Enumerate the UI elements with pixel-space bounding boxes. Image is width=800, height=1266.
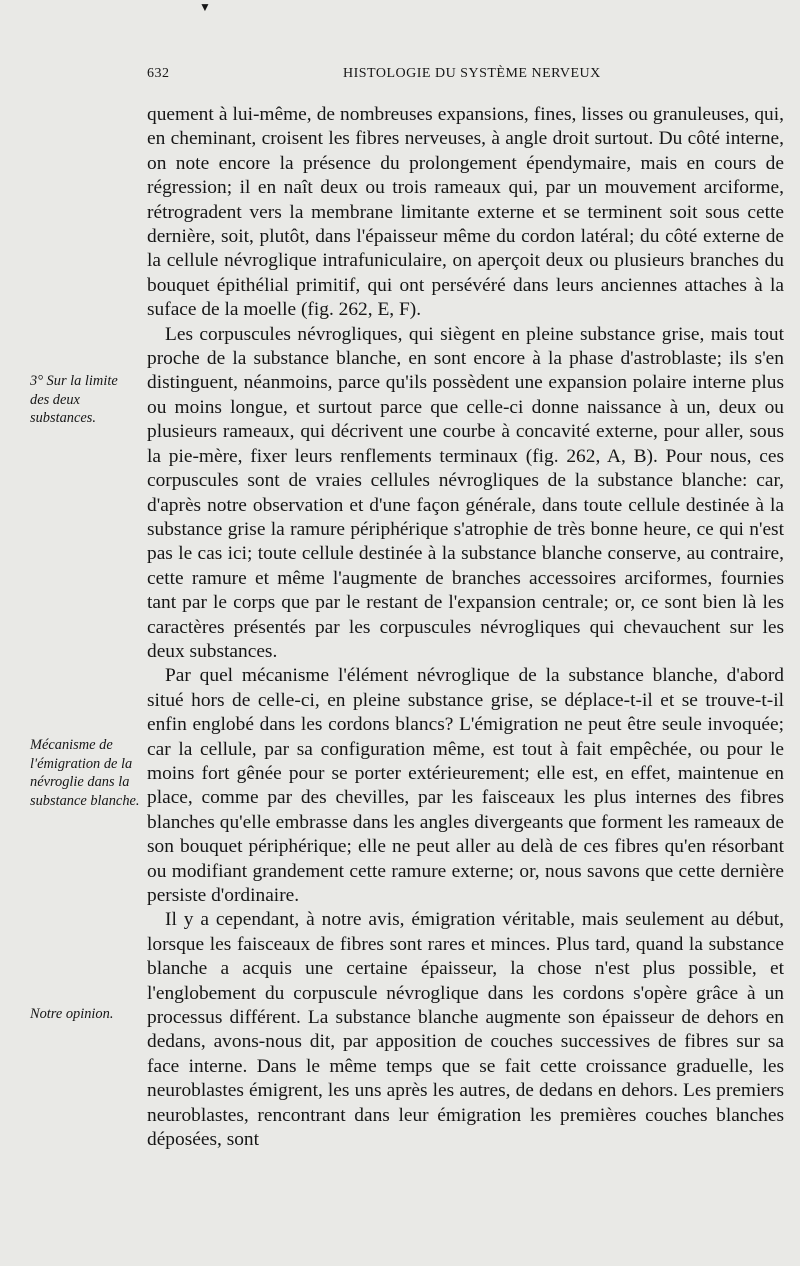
running-title: HISTOLOGIE DU SYSTÈME NERVEUX [343, 66, 601, 81]
paragraph-1: quement à lui-même, de nombreuses expansions, fines, lisses ou granuleuses, qui, en cheminant, croisent les fibres nerveuses, à angle droit surtout. Du côté interne, on note encore la présence du prolongement épendymaire, mais en cours de régression; il en naît deux ou trois rameaux qui, par un mouvement arciforme, rétrogradent vers la membrane limitante externe et se terminent soit sous cette dernière, soit, plutôt, dans l'épaisseur même du cordon latéral; du côté externe de la cellule névroglique intrafuniculaire, on aperçoit deux ou plusieurs branches du bouquet épithélial primitif, qui ont persévéré dans leurs anciennes attaches à la suface de la moelle (fig. 262, E, F). [147, 104, 784, 321]
paragraph-4: Il y a cependant, à notre avis, émigration véritable, mais seulement au début, lorsque les faisceaux de fibres sont rares et minces. Plus tard, quand la substance blanche a acquis une certaine épaisseur, la chose n'est plus possible, et l'englobement du corpuscule névroglique dans les cordons s'opère grâce à un processus différent. La substance blanche augmente son épaisseur de dehors en dedans, avons-nous dit, par apposition de couches successives de fibres sur sa face interne. Dans le même temps que se fait cette croissance graduelle, les neuroblastes émigrent, les uns après les autres, de dedans en dehors. Les premiers neuroblastes, rencontrant dans leur émigration les premières couches blanches déposées, sont [147, 909, 784, 1151]
body-text [147, 103, 784, 1152]
marginal-note-opinion: Notre opinion. [30, 1006, 114, 1022]
page-number: 632 [147, 66, 170, 81]
paragraph-2: Les corpuscules névrogliques, qui siègent en pleine substance grise, mais tout proche de la substance blanche, en sont encore à la phase d'astroblaste; ils s'en distinguent, néanmoins, parce qu'ils possèdent une expansion polaire interne plus ou moins longue, et surtout parce que celle-ci donne naissance à un, deux ou plusieurs rameaux, qui décrivent une courbe à concavité externe, pour aller, sous la pie-mère, fixer leurs renflements terminaux (fig. 262, A, B). Pour nous, ces corpuscules sont de vraies cellules névrogliques de la substance blanche: car, d'après notre observation et d'une façon générale, dans toute cellule destinée à la substance grise la ramure périphérique s'atrophie de très bonne heure, ce qui n'est pas le cas ici; toute cellule destinée à la substance blanche conserve, au contraire, cette ramure et même l'augmente de branches accessoires arciformes, fournies tant par le corps que par le restant de l'expansion centrale; or, ce sont bien là les caractères présentés par les corpuscules névrogliques qui chevauchent sur les deux substances. [147, 323, 784, 662]
page-header [147, 66, 787, 90]
top-printer-mark: ▼ [199, 0, 211, 14]
marginal-note-limite: 3° Sur la limite des deux substances. [30, 373, 118, 427]
marginal-note-mecanisme: Mécanisme de l'émigration de la névroglie dans la substance blanche. [30, 737, 140, 809]
paragraph-3: Par quel mécanisme l'élément névroglique de la substance blanche, d'abord situé hors de celle-ci, en pleine substance grise, se déplace-t-il et se trouve-t-il enfin englobé dans les cordons blancs? L'émigration ne peut être seule invoquée; car la cellule, par sa configuration même, est tout à fait empêchée, ou pour le moins fort gênée pour se porter extérieurement; elle est, en effet, maintenue en place, comme par des chevilles, par les faisceaux les plus internes des fibres blanches qu'elle embrasse dans les angles divergeants que forment les rameaux de son bouquet périphérique; elle ne peut aller au delà de ces fibres qu'en résorbant ou modifiant grandement cette ramure externe; or, nous savons que cette dernière persiste d'ordinaire. [147, 665, 784, 906]
